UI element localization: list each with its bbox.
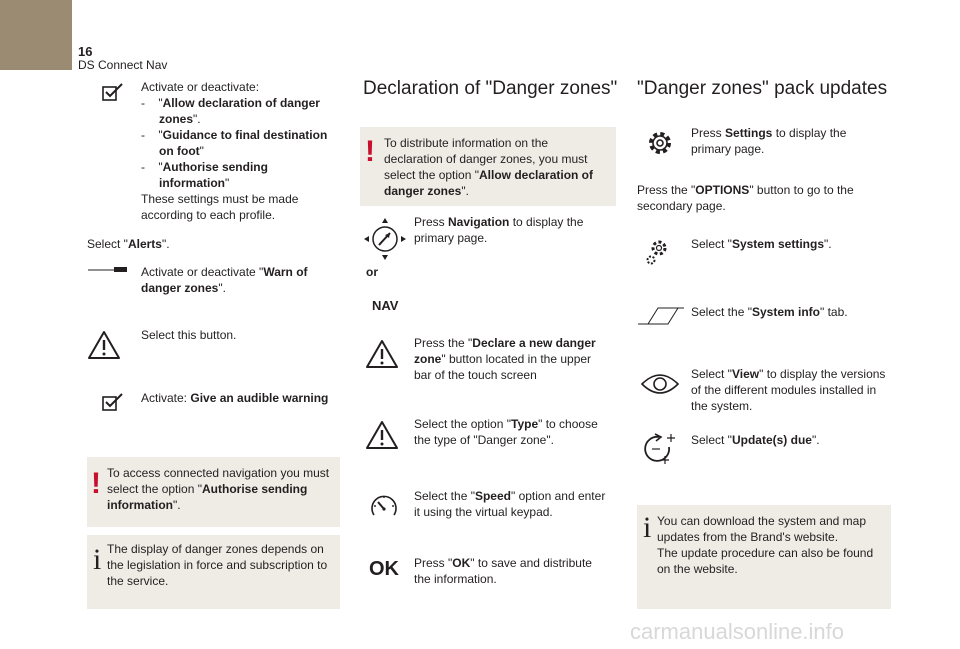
alert-box [360, 127, 616, 206]
warning-triangle-icon [87, 330, 121, 360]
speedometer-icon [369, 492, 399, 522]
gear-icon [645, 128, 675, 158]
small-gear-icon [645, 238, 675, 268]
system-settings-text: Select "System settings". [691, 237, 832, 251]
activate-intro: Activate or deactivate: [141, 80, 260, 94]
info-box [87, 535, 340, 609]
activate-settings-block [141, 79, 341, 223]
checkbox-icon [102, 392, 124, 412]
ok-button-label: OK [369, 558, 399, 580]
ok-text: Press "OK" to save and distribute the information. [414, 556, 592, 586]
warning-triangle-icon [365, 420, 399, 450]
alert-box-text: To distribute information on the declaration of danger zones, you must select the option "Allow declaration of danger zones". [384, 136, 594, 198]
updates-due-text: Select "Update(s) due". [691, 433, 820, 447]
settings-note: These settings must be made according to each profile. [141, 192, 299, 222]
list-item: - "Guidance to final destination on foot" [141, 128, 328, 158]
warn-danger-text: Activate or deactivate "Warn of danger zones". [141, 265, 308, 295]
navigation-text: Press Navigation to display the primary page. [414, 215, 584, 245]
section-heading: "Danger zones" pack updates [637, 78, 888, 99]
alert-box [87, 457, 340, 527]
or-label: or [366, 265, 378, 279]
system-info-text: Select the "System info" tab. [691, 305, 848, 319]
section-title: DS Connect Nav [78, 58, 168, 72]
toggle-icon [88, 266, 128, 274]
watermark: carmanualsonline.info [630, 619, 845, 644]
list-item: - "Authorise sending information" [141, 160, 268, 190]
info-box-text: The display of danger zones depends on the legislation in force and subscription to the service. [107, 542, 328, 588]
settings-text: Press Settings to display the primary page. [691, 126, 847, 156]
audible-warning-text: Activate: Give an audible warning [141, 391, 329, 405]
exclamation-icon: ! [91, 467, 101, 500]
list-item: - "Allow declaration of danger zones". [141, 96, 320, 126]
info-box-text: You can download the system and map updates from the Brand's website. The update procedure can also be found on the website. [657, 514, 874, 576]
declare-zone-text: Press the "Declare a new danger zone" button located in the upper bar of the touch screen [414, 336, 596, 382]
exclamation-icon: ! [365, 135, 375, 168]
alert-box-text: To access connected navigation you must select the option "Authorise sending information". [107, 466, 330, 512]
eye-icon [640, 372, 680, 396]
view-text: Select "View" to display the versions of the different modules installed in the system. [691, 367, 886, 413]
page-number: 16 [78, 44, 93, 59]
select-alerts-text: Select "Alerts". [87, 237, 170, 251]
checkbox-icon [102, 82, 124, 102]
nav-button-label: NAV [372, 298, 399, 313]
tab-icon [638, 306, 684, 326]
warning-triangle-icon [365, 339, 399, 369]
update-icon [641, 431, 677, 467]
section-heading: Declaration of "Danger zones" [363, 78, 618, 99]
speed-text: Select the "Speed" option and enter it using the virtual keypad. [414, 489, 606, 519]
page-corner-block [0, 0, 72, 70]
compass-icon [362, 216, 408, 262]
select-button-text: Select this button. [141, 328, 237, 342]
options-text: Press the "OPTIONS" button to go to the secondary page. [637, 183, 854, 213]
info-icon: i [93, 543, 102, 576]
select-type-text: Select the option "Type" to choose the type of "Danger zone". [414, 417, 598, 447]
info-box [637, 505, 891, 609]
info-icon: i [643, 511, 652, 544]
